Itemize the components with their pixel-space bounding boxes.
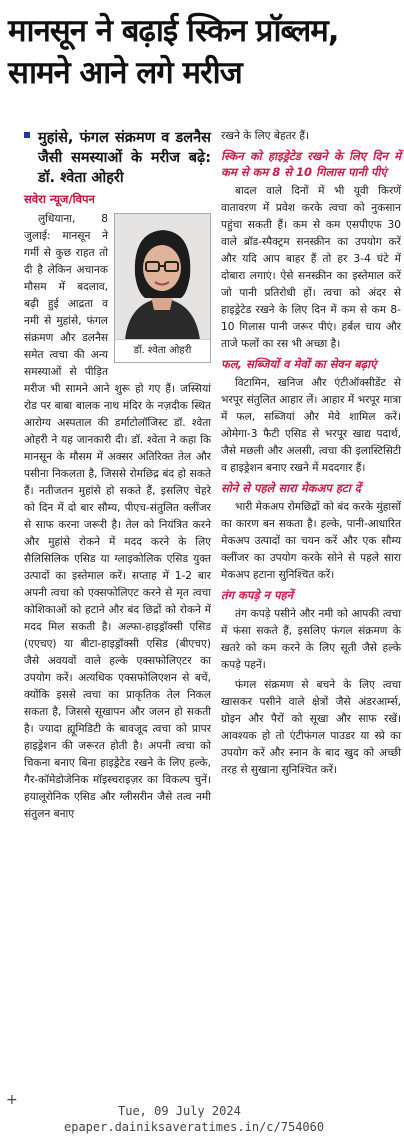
photo-caption: डॉ. श्वेता ओहरी: [115, 339, 210, 362]
footer: [64, 1103, 325, 1135]
headline-line-2: सामने आने लगे मरीज: [8, 55, 242, 91]
doctor-photo: [114, 213, 211, 363]
kicker: मुहांसे, फंगल संक्रमण व डलनैस जैसी समस्याओं के मरीज बढ़े: डॉ. श्वेता ओहरी: [24, 128, 211, 188]
dateline: सवेरा न्यूज/विपन: [24, 192, 95, 206]
section-subhead: फल, सब्जियों व मेवों का सेवन बढ़ाएं: [221, 357, 377, 371]
headline: [8, 10, 400, 94]
right-paragraph: विटामिन, खनिज और एंटीऑक्सीडेंट से भरपूर संतुलित आहार लें। आहार में भरपूर मात्रा में फल, सब्जियां और मेवे शामिल करें। ओमेगा-3 फैटी एसिड से भरपूर खाद्य पदार्थ, जैसे मछली और अलसी, त्वचा की इलास्टिसिटी व हाइड्रेशन बनाए रखने में मददगार हैं।: [221, 377, 401, 474]
right-paragraph: भारी मेकअप रोमछिद्रों को बंद करके मुंहासों का कारण बन सकता है। हल्के, पानी-आधारित मेकअप उत्पादों का चयन करें और एक सौम्य क्लींजर का उपयोग करके सोने से पहले सारा मेकअप हटाना सुनिश्चित करें।: [221, 501, 401, 581]
plus-crop-mark-icon: +: [6, 1092, 18, 1108]
section-subhead: सोने से पहले सारा मेकअप हटा दें: [221, 481, 361, 495]
right-paragraph: तंग कपड़े पसीने और नमी को आपकी त्वचा में फंसा सकते हैं, इसलिए फंगल संक्रमण के खतरे को कम करने के लिए सूती जैसे हल्के कपड़े पहनें।: [221, 608, 401, 671]
footer-date: Tue, 09 July 2024: [118, 1104, 241, 1118]
right-body: [221, 128, 401, 779]
right-paragraph: बादल वाले दिनों में भी यूवी किरणें वातावरण में प्रवेश करके त्वचा को नुकसान पहुंचा सकती हैं। कम से कम एसपीएफ 30 वाले ब्रॉड-स्पैक्ट्रम सनस्क्रीन का उपयोग करें और यदि आप बाहर हैं तो हर 3-4 घंटे में दोबारा लगाएं। ऐसे सनस्क्रीन का इस्तेमाल करें जो पानी प्रतिरोधी हों। त्वचा को अंदर से हाइड्रेटेड रखने के लिए दिन में कम से कम 8-10 गिलास पानी जरूर पीएं। हर्बल चाय और ताजे फलों का रस भी अच्छा है।: [221, 185, 401, 350]
section-subhead: तंग कपड़े न पहनें: [221, 588, 293, 602]
right-column: [221, 128, 401, 782]
left-column: [24, 128, 211, 826]
footer-url: epaper.dainiksaveratimes.in/c/754060: [64, 1120, 325, 1134]
section-subhead: स्किन को हाइड्रेटेड रखने के लिए दिन में कम से कम 8 से 10 गिलास पानी पीएं: [221, 149, 401, 179]
left-paragraph: लुधियाना, 8 जुलाई: मानसून ने गर्मी से कुछ राहत तो दी है लेकिन अचानक मौसम में बदलाव, बढ़ी हुई आद्रता व नमी से मुहांसे, फंगल संक्रमण और डलनैस समेत त्वचा की अन्य समस्याओं से पीड़ित मरीज भी सामने आने शुरू हो गए हैं। जस्सियां रोड पर बाबा बालक नाथ मंदिर के नज़दीक स्थित आरोग्य अस्पताल की डर्माटोलॉजिस्ट डॉ. श्वेता ओहरी ने यह जानकारी दी। डॉ. श्वेता ने कहा कि मानसून के मौसम में अक्सर अतिरिक्त तेल और पसीना निकलता है, जिससे रोमछिद्र बंद हो सकते हैं। नतीजतन मुहांसे हो सकते हैं, इसलिए चेहरे को दिन में दो बार सौम्य, पीएच-संतुलित क्लींजर से साफ करना जरूरी है। तेल को नियंत्रित करने और मुहांसे रोकने में मदद करने के लिए सैलिसिलिक एसिड या ग्लाइकोलिक एसिड युक्त उत्पादों का इस्तेमाल करें। सप्ताह में 1-2 बार अपनी त्वचा को एक्सफोलिएट करने से मृत त्वचा कोशिकाओं को हटाने और बंद छिद्रों को रोकने में मदद मिल सकती है। अल्फा-हाइड्रॉक्सी एसिड (एएचए) या बीटा-हाइड्रॉक्सी एसिड (बीएचए) जैसे अवयवों वाले हल्के एक्सफोलिएटर का उपयोग करें। अत्यधिक एक्सफोलिएशन से बचें, क्योंकि इससे त्वचा का प्राकृतिक तेल निकल सकता है, जिससे सूखापन और जलन हो सकती है। ज्यादा ह्यूमिडिटी के बावजूद त्वचा को प्रापर हाइड्रेशन की जरूरत होती है। अपनी त्वचा को चिकना बनाए बिना हाइड्रेटेड रखने के लिए हल्के, गैर-कॉमेडोजेनिक मॉइस्चराइज़र का विकल्प चुनें। हयालूरोनिक एसिड और ग्लीसरीन जैसे तत्व नमी संतुलन बनाए: [24, 213, 211, 820]
headline-line-1: मानसून ने बढ़ाई स्किन प्रॉब्लम,: [8, 13, 339, 49]
portrait-photo-icon: [115, 214, 210, 340]
right-paragraph: फंगल संक्रमण से बचने के लिए त्वचा खासकर पसीने वाले क्षेत्रों जैसे अंडरआर्म्स, ग्रोइन और पैरों को सूखा और साफ रखें। आवश्यक हो तो एंटीफंगल पाउडर या स्प्रे का उपयोग करें और स्नान के बाद खुद को अच्छी तरह से सुखाना सुनिश्चित करें।: [221, 679, 401, 776]
right-paragraph: रखने के लिए बेहतर हैं।: [221, 130, 309, 142]
